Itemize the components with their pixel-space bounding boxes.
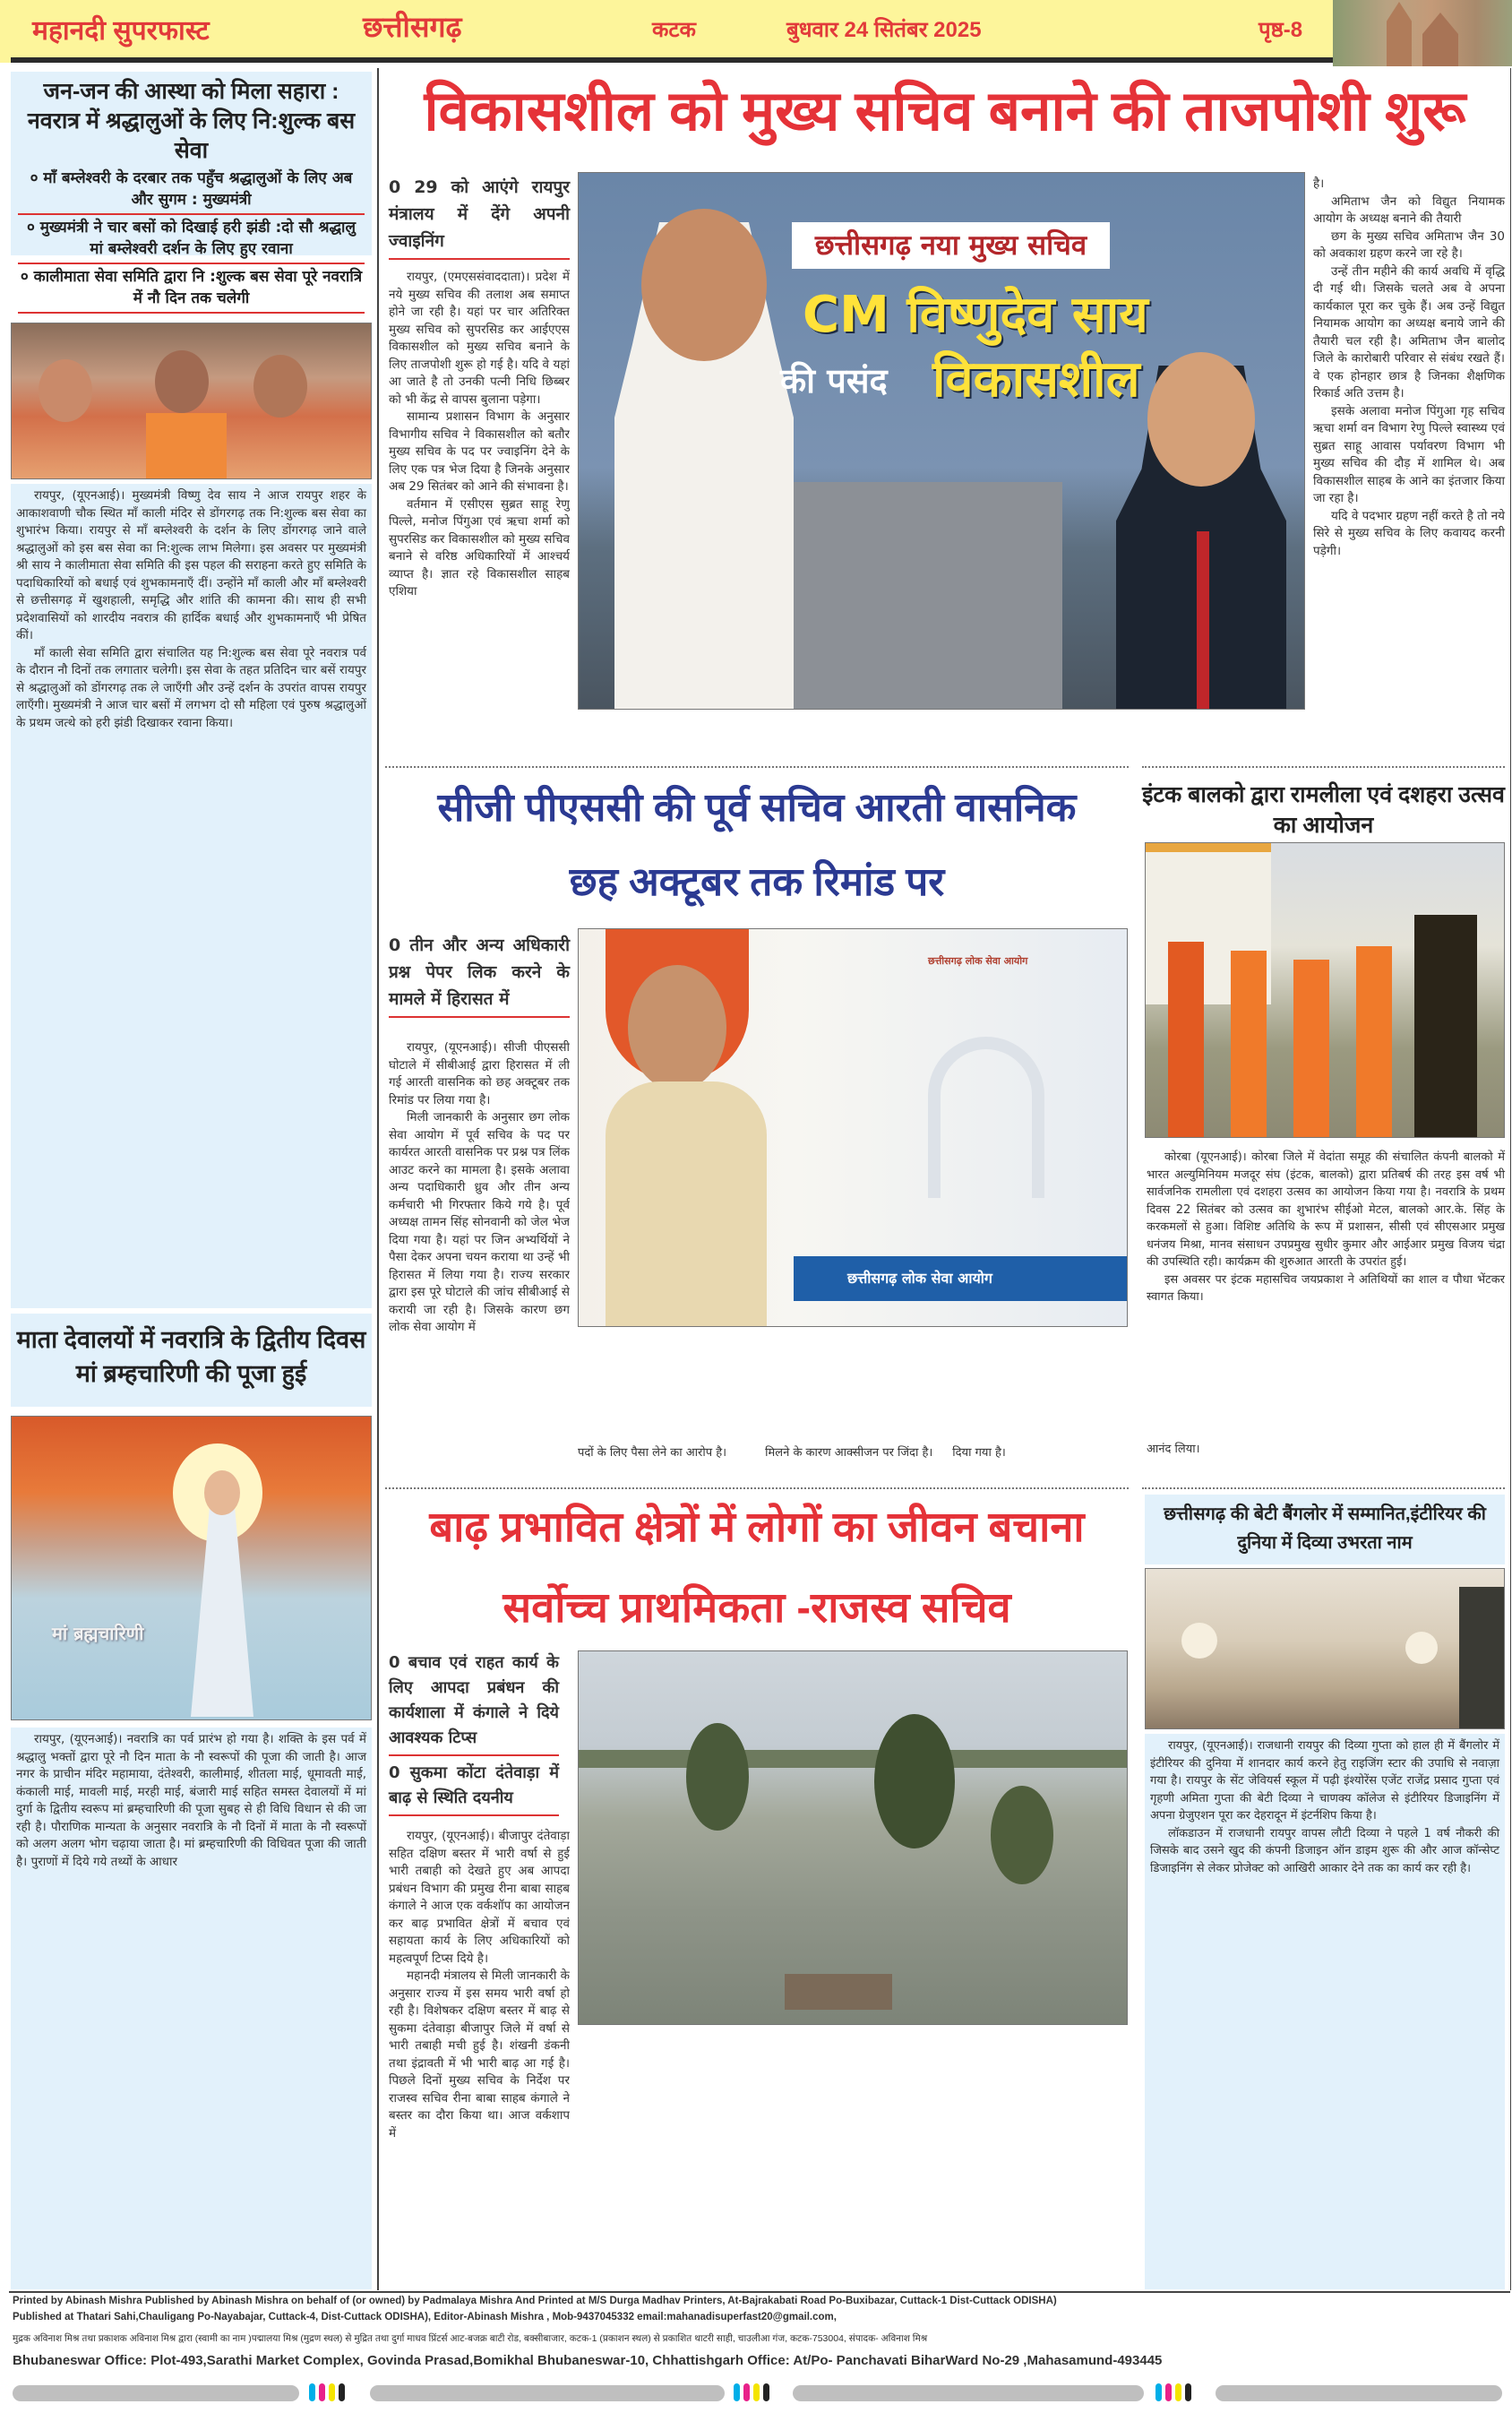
building-sign-blue: छत्तीसगढ़ लोक सेवा आयोग — [794, 1256, 1128, 1301]
flood-photo — [578, 1650, 1128, 2025]
flood-paragraph: रायपुर, (यूएनआई)। बीजापुर दंतेवाड़ा सहित दक्षिण बस्तर में भारी वर्षा से हुई भारी तबाही को देखते हुए अब आपदा प्रबंधन विभाग की प्रमुख रीना बाबा साहब कंगाले ने आज एक वर्कशॉप का आयोजन कर बाढ़ प्रभावित क्षेत्रों में बचाव एवं सहायता कार्य के लिए अधिकारियों को महत्वपूर्ण टिप्स दिये है। — [389, 1829, 570, 1966]
image-line1: CM विष्णुदेव साय — [803, 286, 1148, 344]
building-sign: छत्तीसगढ़ लोक सेवा आयोग — [928, 955, 1028, 967]
page-number: पृष्ठ-8 — [1259, 18, 1303, 42]
column-divider — [377, 68, 379, 2290]
cgpsc-paragraph: दिया गया है। — [952, 1446, 1006, 1460]
interior-photo — [1145, 1568, 1505, 1729]
cgpsc-subhead: 0 तीन और अन्य अधिकारी प्रश्न पेपर लिक करने के मामले में हिरासत में — [389, 932, 570, 1018]
bus-story-headline: जन-जन की आस्था को मिला सहारा : नवरात्र में श्रद्धालुओं के लिए नि:शुल्क बस सेवा — [27, 79, 356, 163]
lead-paragraph: छग के मुख्य सचिव अमिताभ जैन 30 को अवकाश ग्रहण करने जा रहे है। — [1313, 228, 1505, 261]
cgpsc-paragraph: मिली जानकारी के अनुसार छग लोक सेवा आयोग में पूर्व सचिव के पद पर कार्यरत आरती वासनिक पर प्रश्न पत्र लिंक आउट करने का मामला है। इसके अलावा अन्य पदाधिकारी ध्रुव और तीन अन्य कर्मचारी भी गिरफ्तार किये गये है। पूर्व अध्यक्ष तामन सिंह सोनवानी को जेल भेज दिया गया है। यहां पर जिन अभ्यर्थियों ने पैसा देकर अपना चयन कराया था उन्हें भी हिरासत में लिया गया है। राज्य सरकार द्वारा इस पूरे घोटाले की जांच सीबीआई से करायी जा रही है। जिसके कारण छग लोक सेवा आयोग में — [389, 1110, 570, 1334]
brahmacharini-image — [11, 1416, 372, 1720]
bus-story-subhead: ० माँ बम्लेश्वरी के दरबार तक पहुँच श्रद्धालुओं के लिए अब और सुगम : मुख्यमंत्री — [18, 166, 365, 215]
lead-paragraph: उन्हें तीन महीने की कार्य अवधि में वृद्धि दी गई थी। जिसके चलते अब वे अपना कार्यकाल पूरा कर चुके हैं। अब उन्हें विद्युत नियामक आयोग का अध्यक्ष बनाये जाने की तैयारी चल रही है। अमिताभ जैन बालोद जिले के कारोबारी परिवार से संबंध रखते हैं। वे एक होनहार छात्र है जिनका शैक्षणिक रिकार्ड अति उत्तम है। — [1313, 263, 1505, 401]
lead-photo-graphic — [578, 172, 1305, 710]
flood-subhead: 0 बचाव एवं राहत कार्य के लिए आपदा प्रबंधन की कार्यशाला में कंगाले ने दिये आवश्यक टिप्स — [389, 1650, 559, 1756]
flood-headline-line2: सर्वोच्च प्राथमिकता -राजस्व सचिव — [503, 1583, 1011, 1631]
page-edge — [1510, 68, 1511, 2290]
issue-date: बुधवार 24 सितंबर 2025 — [786, 18, 982, 42]
cgpsc-body — [389, 1039, 570, 1478]
masthead-rule — [11, 57, 1336, 63]
cgpsc-headline-line2: छह अक्टूबर तक रिमांड पर — [569, 860, 945, 904]
lead-paragraph: सामान्य प्रशासन विभाग के अनुसार विभागीय सचिव ने विकासशील को बतौर मुख्य सचिव के पद पर ज्वाइनिंग देने के लिए एक पत्र भेज दिया है जिनके अनुसार अब 29 सितंबर को आने की संभावना है। — [389, 409, 570, 494]
cgpsc-headline-line1: सीजी पीएससी की पूर्व सचिव आरती वासनिक — [437, 786, 1077, 830]
lead-paragraph: रायपुर, (एमएससंवाददाता)। प्रदेश में नये मुख्य सचिव की तलाश अब समाप्त होने जा रही है। यहां पर चार अतिरिक्त मुख्य सचिव को सुपरसिड कर आईएएस विकासशील को मुख्य सचिव बनाने के लिए ताजपोशी शुरू हो गई है। यदि वे यहां आ जाते है तो उनकी पत्नी निधि छिब्बर को भी केंद्र से वापस बुलाना पड़ेगा। — [389, 270, 570, 407]
image-line2-prefix: की पसंद — [780, 361, 888, 401]
lead-paragraph: यदि वे पदभार ग्रहण नहीं करते है तो नये सिरे से मुख्य सचिव के लिए कवायद करनी पड़ेगी। — [1313, 508, 1505, 558]
lead-body-left — [389, 269, 570, 766]
office-addresses: Bhubaneswar Office: Plot-493,Sarathi Market Complex, Govinda Prasad,Bomikhal Bhubaneswar-10, Chhattishgarh Office: At/Po- Panchavati BiharWard No-29 ,Mahasamund-493445 — [13, 2353, 1163, 2368]
image-banner: छत्तीसगढ़ नया मुख्य सचिव — [792, 222, 1110, 269]
ramlila-paragraph: आनंद लिया। — [1147, 1442, 1200, 1456]
imprint-line-hindi: मुद्रक अविनाश मिश्र तथा प्रकाशक अविनाश मिश्र द्वारा (स्वामी का नाम )पद्मालया मिश्र (मुद्रण स्थल) से मुद्रित तथा दुर्गा माधव प्रिंटर्स आट-बजक्र बाटी रोड, बक्सीबाजार, कटक-1 (प्रकाशन स्थल) से प्रकाशित थाटरी साही, चाउलीआ गंज, कटक-753004, संपादक- अविनाश मिश्र — [13, 2333, 928, 2344]
registration-bar — [13, 2385, 299, 2401]
region-label: छत्तीसगढ़ — [363, 11, 462, 43]
lead-paragraph: इसके अलावा मनोज पिंगुआ गृह सचिव ऋचा शर्मा वन विभाग रेणु पिल्ले स्वास्थ्य एवं सुब्रत साहू आवास पर्यावरण विभाग भी मुख्य सचिव की दौड़ में शामिल थे। अब विकासशील साहब के आने का इंतजार किया जा रहा है। — [1313, 403, 1505, 505]
city-label: कटक — [652, 18, 696, 42]
image-line2-name: विकासशील — [932, 350, 1140, 409]
lead-body-right — [1313, 176, 1505, 763]
bus-story-header — [11, 72, 372, 307]
registration-bar — [370, 2385, 725, 2401]
footer-rule — [9, 2291, 1510, 2293]
bus-story-subhead: ० कालीमाता सेवा समिति द्वारा नि :शुल्क बस सेवा पूरे नवरात्रि में नौ दिन तक चलेगी — [18, 264, 365, 314]
cgpsc-paragraph: मिलने के कारण आक्सीजन पर जिंदा है। — [765, 1446, 933, 1460]
cgpsc-paragraph: रायपुर, (यूएनआई)। सीजी पीएससी घोटाले में सीबीआई द्वारा हिरासत में ली गई आरती वासनिक को छह अक्टूबर तक रिमांड पर लिया गया है। — [389, 1040, 570, 1107]
navratri-body — [11, 1728, 372, 2289]
masthead — [0, 0, 1512, 63]
divya-body — [1145, 1734, 1505, 2289]
cgpsc-body-bottom — [578, 1444, 1128, 1462]
cgpsc-paragraph: पदों के लिए पैसा लेने का आरोप है। — [578, 1446, 727, 1460]
section-divider — [385, 1487, 1129, 1489]
navratri-headline: माता देवालयों में नवरात्रि के द्वितीय दिवस मां ब्रम्हचारिणी की पूजा हुई — [11, 1314, 372, 1407]
registration-bar — [1216, 2385, 1502, 2401]
paper-name: महानदी सुपरफास्ट — [32, 16, 210, 46]
image-caption: मां ब्रह्मचारिणी — [52, 1623, 144, 1644]
ramlila-body — [1147, 1149, 1505, 1480]
bus-story-paragraph: रायपुर, (यूएनआई)। मुख्यमंत्री विष्णु देव साय ने आज रायपुर शहर के आकाशवाणी चौक स्थित माँ काली मंदिर से डोंगरगढ़ तक नि:शुल्क बस सेवा का शुभारंभ किया। रायपुर से माँ बम्लेश्वरी के दर्शन के लिए डोंगरगढ़ जाने वाले श्रद्धालुओं को इस बस सेवा का नि:शुल्क लाभ मिलेगा। इस अवसर पर मुख्यमंत्री श्री साय ने कालीमाता सेवा समिति की इस पहल की सराहना करते हुए समिति के पदाधिकारियों को बधाई एवं शुभकामनाएँ दीं। उन्होंने माँ काली और माँ बम्लेश्वरी से छत्तीसगढ़ में खुशहाली, समृद्धि और शांति की कामना की। साथ ही सभी प्रदेशवासियों को शारदीय नवरात्र की हार्दिक बधाई और शुभकामनाएँ भी प्रेषित कीं। — [16, 488, 366, 642]
lead-paragraph: अमिताभ जैन को विद्युत नियामक आयोग के अध्यक्ष बनाने की तैयारी — [1313, 194, 1505, 226]
flood-headline-line1: बाढ़ प्रभावित क्षेत्रों में लोगों का जीवन बचाना — [429, 1503, 1085, 1550]
lead-headline: विकासशील को मुख्य सचिव बनाने की ताजपोशी शुरू — [424, 81, 1466, 142]
bus-story-body — [11, 484, 372, 1308]
divya-paragraph: लॉकडाउन में राजधानी रायपुर वापस लौटी दिव्या ने पहले 1 वर्ष नौकरी की जिसके बाद उसने खुद की कंपनी डिजाइन ऑन डाइम शुरू की और आज कॉन्सेप्ट डिजाइनिंग से लेकर प्रोजेक्ट को आखिरी आकार देने तक का कार्य कर रही है। — [1150, 1826, 1499, 1875]
section-divider — [385, 766, 1129, 768]
bus-story-paragraph: माँ काली सेवा समिति द्वारा संचालित यह नि:शुल्क बस सेवा पूरे नवरात्र पर्व के दौरान नौ दिनों तक लगातार चलेगी। इस सेवा के तहत प्रतिदिन चार बसें रायपुर से श्रद्धालुओं को डोंगरगढ़ तक ले जाएँगी और उन्हें दर्शन के उपरांत वापस रायपुर लाएँगी। मुख्यमंत्री ने आज चार बसों में लगभग दो सौ महिला एवं पुरुष श्रद्धालुओं के प्रथम जत्थे को हरी झंडी दिखाकर रवाना किया। — [16, 645, 366, 730]
divya-headline: छत्तीसगढ़ की बेटी बैंगलोर में सम्मानित,इंटीरियर की दुनिया में दिव्या उभरता नाम — [1145, 1495, 1505, 1564]
temple-photo — [1333, 0, 1512, 66]
imprint-line-2: Published at Thatari Sahi,Chauligang Po-Nayabajar, Cuttack-4, Dist-Cuttack ODISHA), Editor-Abinash Mishra , Mob-9437045332 email:mahanadisuperfast20@gmail.com, — [13, 2312, 837, 2322]
section-divider — [1142, 766, 1505, 768]
bus-story-subhead: ० मुख्यमंत्री ने चार बसों को दिखाई हरी झंडी :दो सौ श्रद्धालु मां बम्लेश्वरी दर्शन के लिए हुए रवाना — [18, 215, 365, 264]
registration-bar — [793, 2385, 1144, 2401]
section-divider — [1142, 1487, 1505, 1489]
lead-paragraph: है। — [1313, 177, 1325, 191]
cm-bus-flagoff-photo — [11, 323, 372, 479]
ramlila-photo — [1145, 842, 1505, 1138]
flood-body — [389, 1828, 570, 2289]
imprint-line-1: Printed by Abinash Mishra Published by Abinash Mishra on behalf of (or owned) by Padmalaya Mishra And Printed at M/S Durga Madhav Printers, At-Bajrakabati Road Po-Buxibazar, Cuttack-1 Dist-Cuttack ODISHA) — [13, 2296, 1057, 2306]
flood-paragraph: महानदी मंत्रालय से मिली जानकारी के अनुसार राज्य में इस समय भारी वर्षा हो रही है। विशेषकर दक्षिण बस्तर में बाढ़ से सुकमा दंतेवाड़ा बीजापुर जिले में वर्षा से भारी तबाही मची हुई है। शंखनी डंकनी तथा इंद्रावती में भी भारी बाढ़ आ गई है। पिछले दिनों मुख्य सचिव के निर्देश पर राजस्व सचिव रीना बाबा साहब कंगाले ने बस्तर का दौरा किया था। आज वर्कशाप में — [389, 1969, 570, 2141]
divya-paragraph: रायपुर, (यूएनआई)। राजधानी रायपुर की दिव्या गुप्ता को हाल ही में बैंगलोर में इंटीरियर की दुनिया में शानदार कार्य करने हेतु राइजिंग स्टार की उपाधि से नवाज़ा गया है। रायपुर के सेंट जेवियर्स स्कूल में पढ़ी इंश्योरेंस एजेंट राजेंद्र प्रसाद गुप्ता एवं गृहणी अमिता गुप्ता की बेटी दिव्या ने चाणक्य कॉलेज से इंटीरियर डिजाइनिंग में अपना ग्रेजुएशन पूरा कर देहरादून में इंटर्नशिप किया है। — [1150, 1739, 1499, 1822]
ramlila-paragraph: इस अवसर पर इंटक महासचिव जयप्रकाश ने अतिथियों का शाल व पौधा भेंटकर स्वागत किया। — [1147, 1272, 1505, 1304]
lead-paragraph: वर्तमान में एसीएस सुब्रत साहू रेणु पिल्ले, मनोज पिंगुआ एवं ऋचा शर्मा को सुपरसिड कर विकासशील को मुख्य सचिव बनाने से वरिष्ठ अधिकारियों में आश्चर्य व्याप्त है। ज्ञात रहे विकासशील साहब एशिया — [389, 496, 570, 599]
navratri-paragraph: रायपुर, (यूएनआई)। नवरात्रि का पर्व प्रारंभ हो गया है। शक्ति के इस पर्व में श्रद्धालु भक्तों द्वारा पूरे नौ दिन माता के नौ स्वरूपों की पूजा की जाती है। आज नगर के प्राचीन मंदिर महामाया, दंतेश्वरी, कालीमाई, शीतला माई, धूमावती माई, कंकाली माई, मावली माई, मरही माई, बंजारी माई सहित समस्त देवालयों में मां दुर्गा के द्वितीय स्वरूप मां ब्रम्हचारिणी की पूजा सुबह से ही विधि विधान से की जा रही है। पौराणिक मान्यता के अनुसार नवरात्रि के नौ दिनों में माता के नौ स्वरूपों को अलग अलग भोग चढ़ाया जाता है। मां ब्रम्हचारिणी की विधिवत पूजा की जाती है। पुराणों में दिये गये तथ्यों के आधार — [16, 1732, 366, 1869]
cgpsc-photo — [578, 928, 1128, 1327]
lead-subhead: 0 29 को आएंगे रायपुर मंत्रालय में देंगे अपनी ज्वाइनिंग — [389, 174, 570, 260]
ramlila-headline: इंटक बालको द्वारा रामलीला एवं दशहरा उत्सव का आयोजन — [1142, 782, 1505, 838]
flood-subhead: 0 सुकमा कोंटा दंतेवाड़ा में बाढ़ से स्थिति दयनीय — [389, 1761, 559, 1816]
ramlila-paragraph: कोरबा (यूएनआई)। कोरबा जिले में वेदांता समूह की संचालित कंपनी बालको में भारत अल्युमिनियम मजदूर संघ (इंटक, बालको) द्वारा प्रतिबर्ष की तरह इस वर्ष भी सार्वजनिक रामलीला एवं दशहरा उत्सव का आयोजन किया गया है। नवरात्रि के प्रथम दिवस 22 सितंबर को उत्सव का शुभारंभ सीईओ मेटल, बालको आर.के. सिंह के करकमलों से हुआ। विशिष्ट अतिथि के रूप में प्रशासन, सीसी एवं सीएसआर प्रमुख धनंजय मिश्रा, मानव संसाधन उपप्रमुख सुधीर कुमार और आईआर प्रमुख विजय चंद्रा की उपस्थिति रही। कार्यक्रम की शुरुआत आरती के उपरांत हुई। — [1147, 1150, 1505, 1269]
